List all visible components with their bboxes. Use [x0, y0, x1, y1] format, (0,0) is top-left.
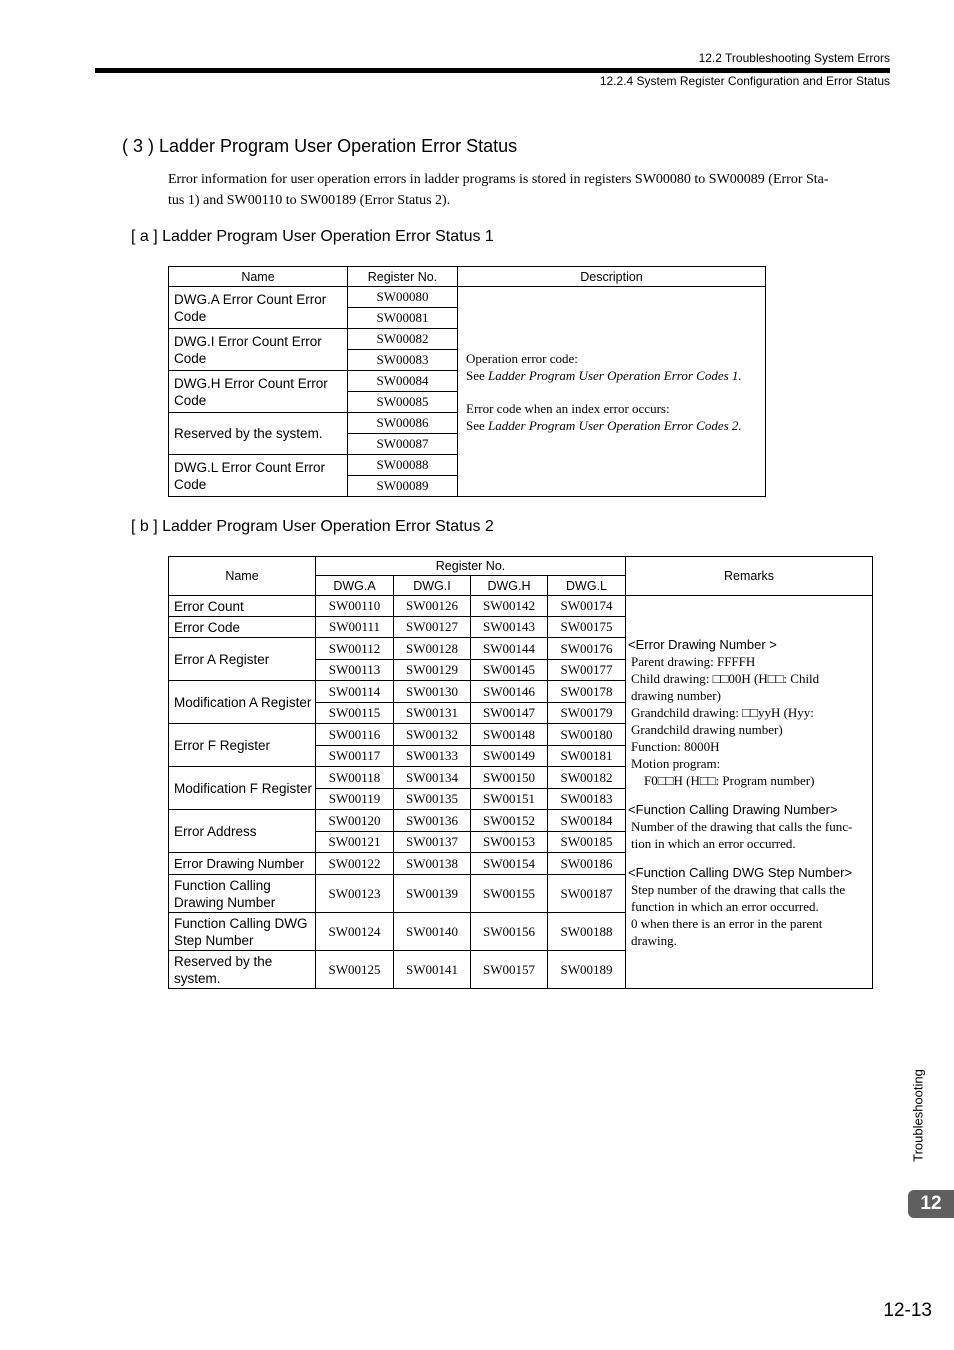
register-cell: SW00116: [316, 724, 394, 746]
register-cell: SW00184: [548, 810, 626, 832]
register-cell: SW00118: [316, 767, 394, 789]
register-cell: SW00147: [471, 703, 548, 724]
register-cell: SW00113: [316, 660, 394, 681]
table-a-heading: [ a ] Ladder Program User Operation Error Status 1: [131, 228, 494, 245]
register-cell: SW00122: [316, 853, 394, 875]
row-name: Error Drawing Number: [169, 853, 316, 875]
register-cell: SW00142: [471, 596, 548, 617]
remarks-line: drawing number): [631, 687, 721, 703]
register-cell: SW00138: [394, 853, 471, 875]
register-cell: SW00110: [316, 596, 394, 617]
row-name: Modification A Register: [169, 681, 316, 724]
register-cell: SW00156: [471, 913, 548, 951]
intro-line-1: Error information for user operation errors in ladder programs is stored in registers SW00080 to SW00089 (Error Sta-: [168, 172, 829, 187]
register-cell: SW00088: [348, 455, 458, 476]
col-header-dwg-a: DWG.A: [316, 576, 394, 596]
register-cell: SW00133: [394, 746, 471, 767]
register-cell: SW00125: [316, 951, 394, 989]
register-cell: SW00089: [348, 476, 458, 497]
register-cell: SW00145: [471, 660, 548, 681]
register-cell: SW00132: [394, 724, 471, 746]
register-cell: SW00185: [548, 832, 626, 853]
register-cell: SW00084: [348, 371, 458, 392]
register-cell: SW00154: [471, 853, 548, 875]
row-name: Error Address: [169, 810, 316, 853]
register-cell: SW00085: [348, 392, 458, 413]
remarks-line: Grandchild drawing: □□yyH (Hyy:: [631, 704, 814, 720]
header-rule: [95, 68, 890, 73]
desc-ref-2: Ladder Program User Operation Error Codes 2.: [488, 417, 742, 433]
register-cell: SW00146: [471, 681, 548, 703]
register-cell: SW00174: [548, 596, 626, 617]
register-cell: SW00141: [394, 951, 471, 989]
remarks-line: Parent drawing: FFFFH: [631, 653, 756, 669]
col-header-description: Description: [458, 267, 766, 287]
desc-see-2: See: [466, 417, 489, 433]
register-cell: SW00081: [348, 308, 458, 329]
register-cell: SW00129: [394, 660, 471, 681]
register-cell: SW00136: [394, 810, 471, 832]
col-header-register: Register No.: [316, 557, 626, 576]
register-cell: SW00144: [471, 638, 548, 660]
row-name: Error F Register: [169, 724, 316, 767]
register-cell: SW00080: [348, 287, 458, 308]
register-cell: SW00182: [548, 767, 626, 789]
register-cell: SW00187: [548, 875, 626, 913]
register-cell: SW00134: [394, 767, 471, 789]
register-cell: SW00175: [548, 617, 626, 638]
row-name: DWG.A Error Count Error Code: [169, 287, 348, 329]
col-header-remarks: Remarks: [626, 557, 873, 596]
register-cell: SW00124: [316, 913, 394, 951]
register-cell: SW00180: [548, 724, 626, 746]
row-name: Reserved by the system.: [169, 951, 316, 989]
register-cell: SW00137: [394, 832, 471, 853]
row-name: DWG.L Error Count Error Code: [169, 455, 348, 497]
chapter-tab: 12: [908, 1190, 954, 1218]
register-cell: SW00121: [316, 832, 394, 853]
register-cell: SW00178: [548, 681, 626, 703]
register-cell: SW00149: [471, 746, 548, 767]
remarks-cell: [626, 596, 873, 989]
register-cell: SW00112: [316, 638, 394, 660]
register-cell: SW00151: [471, 789, 548, 810]
error-status-2-table: [168, 556, 873, 989]
register-cell: SW00119: [316, 789, 394, 810]
error-status-1-table: [168, 266, 766, 497]
register-cell: SW00140: [394, 913, 471, 951]
header-section: 12.2 Troubleshooting System Errors: [698, 51, 890, 65]
remarks-line: drawing.: [631, 932, 677, 948]
row-name: Error A Register: [169, 638, 316, 681]
remarks-heading-function-calling-step: <Function Calling DWG Step Number>: [628, 864, 853, 880]
register-cell: SW00087: [348, 434, 458, 455]
row-name: Error Count: [169, 596, 316, 617]
register-cell: SW00186: [548, 853, 626, 875]
register-cell: SW00189: [548, 951, 626, 989]
remarks-line: tion in which an error occurred.: [631, 835, 796, 851]
register-cell: SW00120: [316, 810, 394, 832]
register-cell: SW00128: [394, 638, 471, 660]
register-cell: SW00153: [471, 832, 548, 853]
register-cell: SW00086: [348, 413, 458, 434]
col-header-name: Name: [169, 267, 348, 287]
table-b-heading: [ b ] Ladder Program User Operation Error Status 2: [131, 518, 494, 535]
register-cell: SW00150: [471, 767, 548, 789]
col-header-dwg-i: DWG.I: [394, 576, 471, 596]
register-cell: SW00188: [548, 913, 626, 951]
row-name: DWG.H Error Count Error Code: [169, 371, 348, 413]
row-name: Modification F Register: [169, 767, 316, 810]
remarks-line: 0 when there is an error in the parent: [631, 915, 823, 931]
header-subsection: 12.2.4 System Register Configuration and Error Status: [599, 74, 890, 88]
intro-line-2: tus 1) and SW00110 to SW00189 (Error Status 2).: [168, 193, 451, 208]
col-header-dwg-l: DWG.L: [548, 576, 626, 596]
register-cell: SW00135: [394, 789, 471, 810]
register-cell: SW00111: [316, 617, 394, 638]
desc-see-1: See: [466, 367, 489, 383]
row-name: Function Calling DWG Step Number: [169, 913, 316, 951]
col-header-register: Register No.: [348, 267, 458, 287]
remarks-line: Number of the drawing that calls the func-: [631, 818, 853, 834]
side-section-label: Troubleshooting: [910, 1069, 926, 1162]
remarks-line: Motion program:: [631, 755, 721, 771]
register-cell: SW00115: [316, 703, 394, 724]
row-name: Reserved by the system.: [169, 413, 348, 455]
row-name: Error Code: [169, 617, 316, 638]
register-cell: SW00157: [471, 951, 548, 989]
register-cell: SW00082: [348, 329, 458, 350]
register-cell: SW00083: [348, 350, 458, 371]
desc-line-1: Operation error code:: [466, 350, 578, 366]
register-cell: SW00131: [394, 703, 471, 724]
remarks-line: F0□□H (H□□: Program number): [644, 772, 815, 788]
register-cell: SW00177: [548, 660, 626, 681]
remarks-heading-error-drawing: <Error Drawing Number >: [628, 636, 777, 652]
register-cell: SW00181: [548, 746, 626, 767]
page-number: 12-13: [883, 1300, 932, 1321]
register-cell: SW00143: [471, 617, 548, 638]
register-cell: SW00127: [394, 617, 471, 638]
row-name: Function Calling Drawing Number: [169, 875, 316, 913]
register-cell: SW00126: [394, 596, 471, 617]
register-cell: SW00183: [548, 789, 626, 810]
remarks-line: function in which an error occurred.: [631, 898, 819, 914]
remarks-heading-function-calling-drawing: <Function Calling Drawing Number>: [628, 801, 838, 817]
register-cell: SW00152: [471, 810, 548, 832]
description-cell: [458, 287, 766, 497]
remarks-line: Child drawing: □□00H (H□□: Child: [631, 670, 820, 686]
desc-line-3: Error code when an index error occurs:: [466, 400, 670, 416]
remarks-line: Function: 8000H: [631, 738, 720, 754]
desc-ref-1: Ladder Program User Operation Error Codes 1.: [488, 367, 742, 383]
register-cell: SW00155: [471, 875, 548, 913]
register-cell: SW00148: [471, 724, 548, 746]
row-name: DWG.I Error Count Error Code: [169, 329, 348, 371]
register-cell: SW00130: [394, 681, 471, 703]
register-cell: SW00179: [548, 703, 626, 724]
remarks-line: Step number of the drawing that calls the: [631, 881, 846, 897]
section-heading: ( 3 ) Ladder Program User Operation Error Status: [122, 136, 518, 156]
register-cell: SW00139: [394, 875, 471, 913]
register-cell: SW00176: [548, 638, 626, 660]
intro-paragraph: [168, 169, 890, 211]
register-cell: SW00123: [316, 875, 394, 913]
register-cell: SW00117: [316, 746, 394, 767]
register-cell: SW00114: [316, 681, 394, 703]
remarks-line: Grandchild drawing number): [631, 721, 783, 737]
col-header-name: Name: [169, 557, 316, 596]
col-header-dwg-h: DWG.H: [471, 576, 548, 596]
